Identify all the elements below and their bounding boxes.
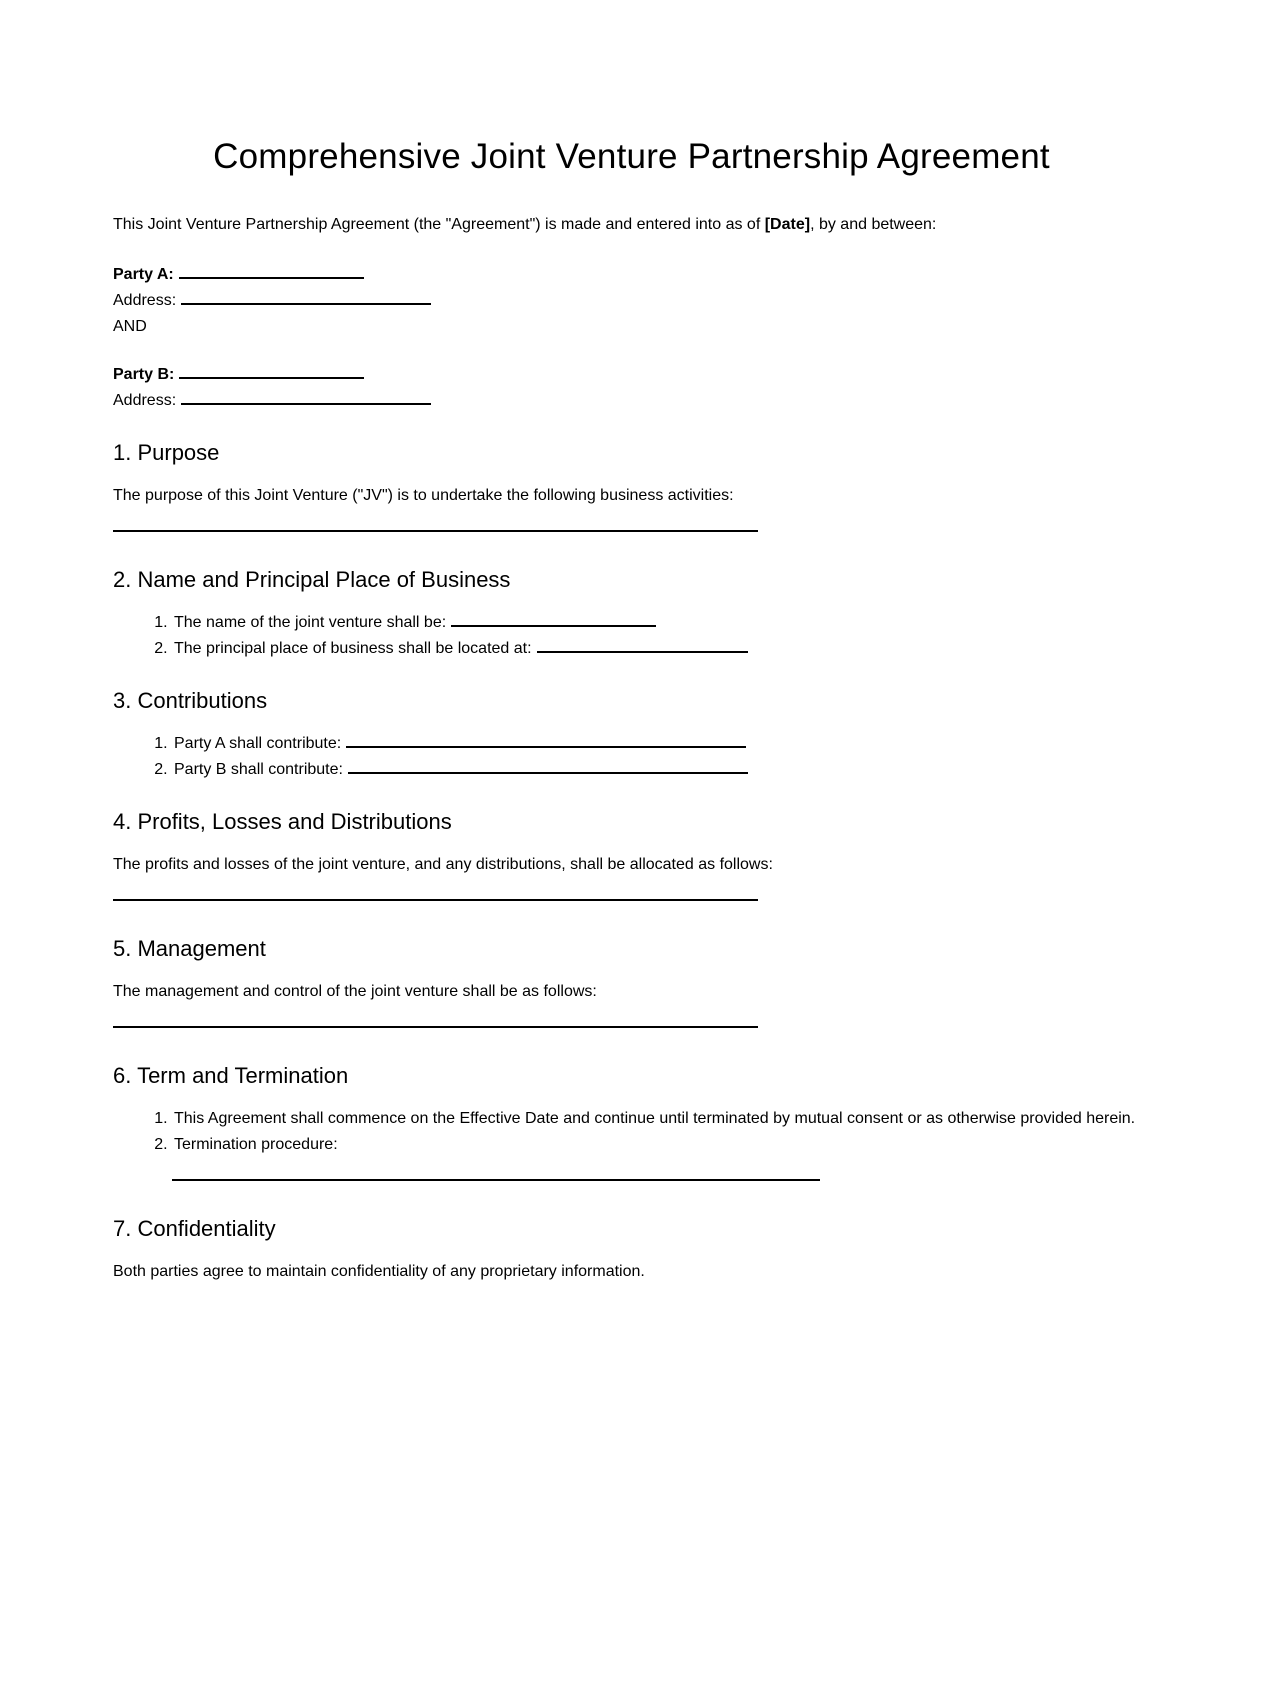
party-a-label: Party A: [113,266,174,283]
party-b-address-row [113,388,1150,414]
profits-blank-row [113,884,1150,910]
party-b-contribution-item-text: Party B shall contribute: [174,761,343,778]
termination-procedure-blank-line [172,1167,820,1181]
list-item [172,1132,1150,1158]
party-b-name-blank-line [179,364,364,379]
party-a-address-blank-line [181,290,431,305]
name-place-list [113,610,1150,662]
principal-place-item-text: The principal place of business shall be located at: [174,640,532,657]
intro-paragraph [113,212,1150,238]
spacer [113,340,1150,362]
term-commencement-item-text: This Agreement shall commence on the Effective Date and continue until terminated by mutual consent or as otherwise provided herein. [174,1110,1136,1127]
party-b-contribution-blank-line [348,759,748,774]
jv-name-item-text: The name of the joint venture shall be: [174,614,447,631]
contributions-list [113,731,1150,783]
list-item [172,731,1150,757]
section-heading-confidentiality: 7. Confidentiality [113,1216,276,1241]
party-b-label: Party B: [113,366,175,383]
section-heading-management: 5. Management [113,936,266,961]
section-heading-name-place: 2. Name and Principal Place of Business [113,567,511,592]
party-b-row [113,362,1150,388]
intro-text-after-date: , by and between: [810,216,937,233]
section-paragraph-confidentiality: Both parties agree to maintain confidentiality of any proprietary information. [113,1263,645,1280]
profits-blank-line [113,887,758,901]
jv-name-blank-line [451,612,656,627]
party-b-address-label: Address: [113,392,177,409]
term-termination-list [113,1106,1150,1158]
intro-text-before-date: This Joint Venture Partnership Agreement (the "Agreement") is made and entered into as of [113,216,765,233]
section-paragraph-profits: The profits and losses of the joint venture, and any distributions, shall be allocated as follows: [113,856,773,873]
section-heading-profits: 4. Profits, Losses and Distributions [113,809,452,834]
date-placeholder: [Date] [764,216,811,233]
management-blank-row [113,1011,1150,1037]
section-heading-contributions: 3. Contributions [113,688,268,713]
party-a-address-row [113,288,1150,314]
list-item [172,610,1150,636]
section-heading-term-termination: 6. Term and Termination [113,1063,349,1088]
principal-place-blank-line [537,638,748,653]
party-b-address-blank-line [181,390,431,405]
termination-procedure-item-text: Termination procedure: [174,1136,338,1153]
management-blank-line [113,1014,758,1028]
purpose-blank-line [113,518,758,532]
list-item [172,757,1150,783]
party-a-name-blank-line [179,264,364,279]
section-paragraph-purpose: The purpose of this Joint Venture ("JV") is to undertake the following business activities: [113,487,734,504]
spacer [113,238,1150,262]
party-a-row [113,262,1150,288]
list-item [172,1106,1150,1132]
party-a-contribution-item-text: Party A shall contribute: [174,735,342,752]
purpose-blank-row [113,515,1150,541]
document-title: Comprehensive Joint Venture Partnership Agreement [213,137,1050,176]
section-heading-purpose: 1. Purpose [113,440,220,465]
termination-procedure-blank-row [113,1164,1150,1190]
party-a-contribution-blank-line [346,733,746,748]
list-item [172,636,1150,662]
party-a-address-label: Address: [113,292,177,309]
parties-conjunction: AND [113,318,147,335]
section-paragraph-management: The management and control of the joint venture shall be as follows: [113,983,597,1000]
